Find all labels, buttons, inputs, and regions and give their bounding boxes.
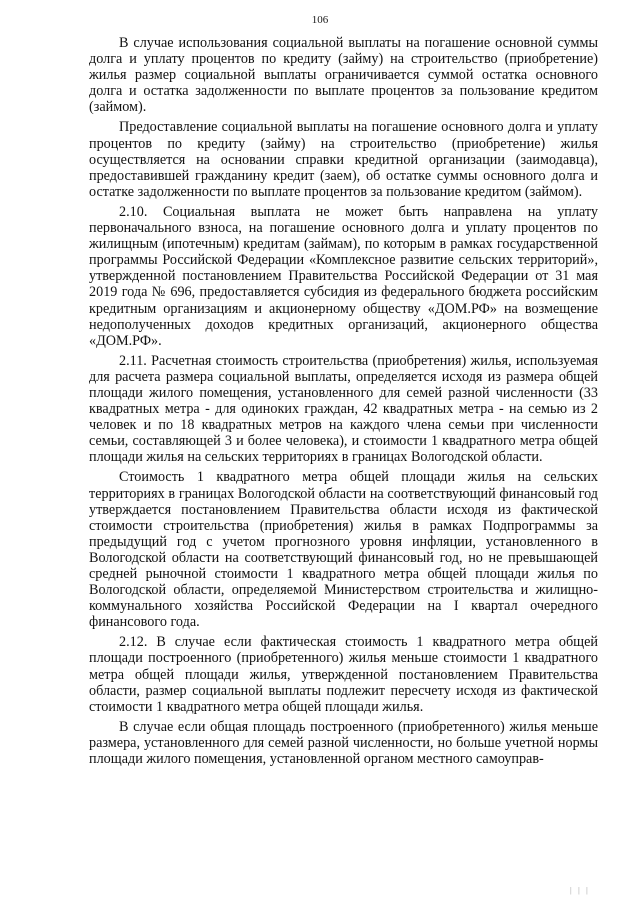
paragraph-2-12: 2.12. В случае если фактическая стоимость 1 квадратного метра общей площади построенного (приобретенного) жилья меньше стоимости 1 квадратного метра общей площади жилья, утвержденной постановлением Правительства области, размер социальной выплаты подлежит пересчету исходя из фактической стоимости 1 квадратного метра общей площади жилья. (89, 634, 598, 715)
scan-artifact-marks: ||| (569, 886, 594, 895)
paragraph-2-11: 2.11. Расчетная стоимость строительства (приобретения) жилья, используемая для расчета размера социальной выплаты, определяется исходя из размера общей площади жилого помещения, установленного для семей разной численности (33 квадратных метра - для одиноких граждан, 42 квадратных метра - на семью из 2 человек и по 18 квадратных метров на каждого члена семьи при численности семьи, составляющей 3 и более человека), и стоимости 1 квадратного метра общей площади жилья на сельских территориях в границах Вологодской области. (89, 352, 598, 466)
paragraph-loan-repayment-basis: Предоставление социальной выплаты на погашение основного долга и уплату процентов по кредиту (займу) на строительство (приобретение) жилья осуществляется на основании справки кредитной организации (заимодавца), предоставившей гражданину кредит (заем), об остатке суммы основного долга и остатке задолженности по выплате процентов за пользование кредитом (займом). (89, 119, 598, 200)
page-number: 106 (311, 14, 329, 26)
paragraph-area-smaller: В случае если общая площадь построенного (приобретенного) жилья меньше размера, установленного для семей разной численности, но больше учетной нормы площади жилого помещения, установленной органом местного самоуправ- (89, 718, 598, 768)
paragraph-loan-repayment-limit: В случае использования социальной выплаты на погашение основной суммы долга и уплату процентов по кредиту (займу) на строительство (приобретение) жилья размер социальной выплаты ограничивается суммой остатка основного долга и остатка задолженности по выплате процентов за пользование кредитом (займом). (89, 35, 598, 116)
paragraph-square-meter-cost: Стоимость 1 квадратного метра общей площади жилья на сельских территориях в границах Вологодской области на соответствующий финансовый год утверждается постановлением Правительства области исходя из фактической стоимости строительства (приобретения) жилья в рамках Подпрограммы за предыдущий год с учетом прогнозного уровня инфляции, установленного в Вологодской области на соответствующий финансовый год, но не превышающей средней рыночной стоимости 1 квадратного метра общей площади жилья по Вологодской области, определяемой Министерством строительства и жилищно-коммунального хозяйства Российской Федерации на I квартал очередного финансового года. (89, 469, 598, 631)
document-body (89, 35, 598, 767)
paragraph-2-10: 2.10. Социальная выплата не может быть направлена на уплату первоначального взноса, на погашение основного долга и уплату процентов по жилищным (ипотечным) кредитам (займам), по которым в рамках государственной программы Российской Федерации «Комплексное развитие сельских территорий», утвержденной постановлением Правительства Российской Федерации от 31 мая 2019 года № 696, предоставляется субсидия из федерального бюджета российским кредитным организациям и акционерному обществу «ДОМ.РФ» на возмещение недополученных доходов кредитных организаций, акционерного общества «ДОМ.РФ». (89, 203, 598, 349)
